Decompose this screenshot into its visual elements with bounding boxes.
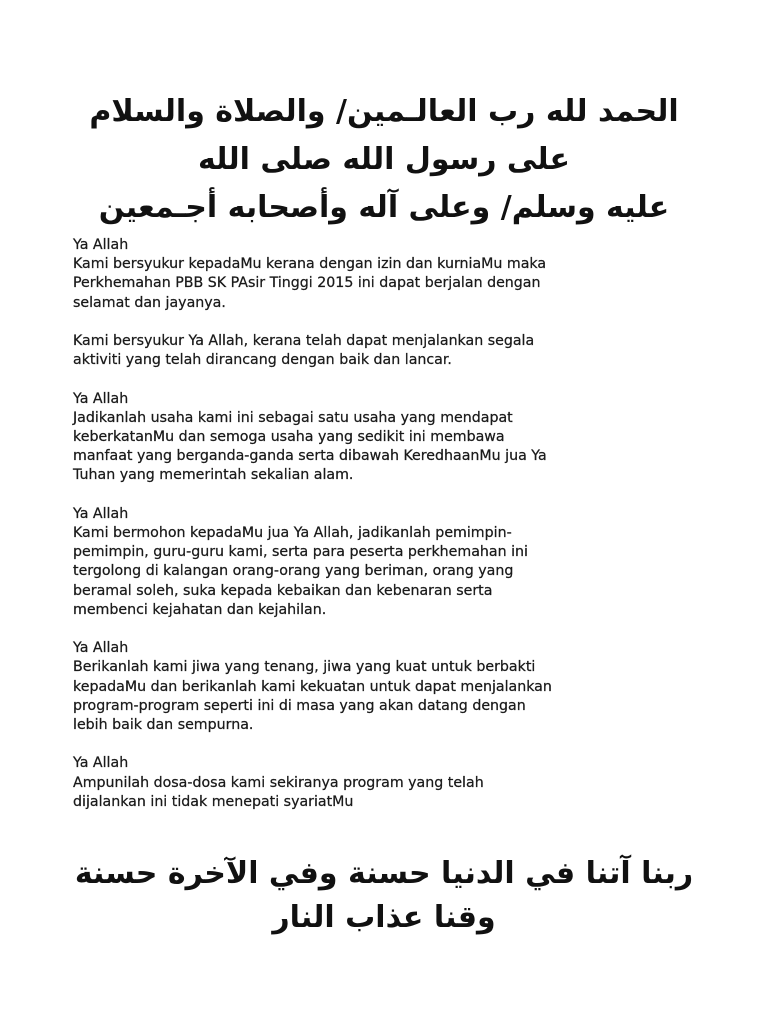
paragraph-line: Berikanlah kami jiwa yang tenang, jiwa yang kuat untuk berbakti — [73, 659, 536, 676]
paragraph-line: Ya Allah — [73, 237, 129, 253]
arabic-closing-prayer — [40, 852, 728, 940]
paragraph-line: dijalankan ini tidak menepati syariatMu — [73, 793, 354, 810]
paragraph-leaders — [73, 505, 713, 620]
paragraph-line: tergolong di kalangan orang-orang yang beriman, orang yang — [73, 563, 514, 580]
paragraph-line: membenci kejahatan dan kejahilan. — [73, 601, 327, 618]
paragraph-line: Kami bersyukur Ya Allah, kerana telah dapat menjalankan segala — [73, 333, 535, 349]
paragraph-line: manfaat yang berganda-ganda serta dibawah KeredhaanMu jua Ya — [73, 448, 547, 465]
paragraph-line: Ya Allah — [73, 390, 129, 407]
paragraph-forgiveness — [73, 754, 713, 812]
paragraph-line: Ya Allah — [73, 505, 129, 522]
paragraph-line: beramal soleh, suka kepada kebaikan dan kebenaran serta — [73, 582, 493, 599]
paragraph-strength — [73, 639, 713, 735]
paragraph-line: Ya Allah — [73, 755, 129, 772]
arabic-header-line: الحمد لله رب العالـمين/ والصلاة والسلام — [89, 94, 679, 129]
arabic-opening-prayer — [40, 88, 728, 232]
paragraph-blessing — [73, 390, 713, 486]
doa-body — [73, 236, 713, 831]
arabic-footer-line: وقنا عذاب النار — [272, 900, 496, 935]
paragraph-line: kepadaMu dan berikanlah kami kekuatan untuk dapat menjalankan — [73, 678, 552, 695]
arabic-header-line: عليه وسلم/ وعلى آله وأصحابه أجـمعين — [98, 190, 670, 225]
arabic-header-line: على رسول الله صلى الله — [197, 142, 571, 177]
paragraph-line: selamat dan jayanya. — [73, 294, 226, 311]
paragraph-gratitude — [73, 332, 713, 370]
paragraph-line: keberkatanMu dan semoga usaha yang sedikit ini membawa — [73, 429, 505, 445]
paragraph-line: Kami bermohon kepadaMu jua Ya Allah, jadikanlah pemimpin- — [73, 525, 512, 541]
paragraph-line: pemimpin, guru-guru kami, serta para peserta perkhemahan ini — [73, 544, 528, 561]
paragraph-line: Kami bersyukur kepadaMu kerana dengan izin dan kurniaMu maka — [73, 256, 547, 273]
paragraph-line: lebih baik dan sempurna. — [73, 717, 254, 734]
paragraph-line: Ampunilah dosa-dosa kami sekiranya program yang telah — [73, 774, 484, 791]
paragraph-line: Tuhan yang memerintah sekalian alam. — [73, 467, 354, 484]
paragraph-line: program-program seperti ini di masa yang akan datang dengan — [73, 697, 526, 714]
paragraph-line: Jadikanlah usaha kami ini sebagai satu usaha yang mendapat — [73, 409, 513, 426]
paragraph-line: Perkhemahan PBB SK PAsir Tinggi 2015 ini dapat berjalan dengan — [73, 275, 541, 292]
paragraph-line: Ya Allah — [73, 640, 129, 657]
paragraph-line: aktiviti yang telah dirancang dengan baik dan lancar. — [73, 352, 452, 369]
paragraph-thanksgiving — [73, 236, 713, 313]
arabic-footer-line: ربنا آتنا في الدنيا حسنة وفي الآخرة حسنة — [74, 856, 694, 891]
